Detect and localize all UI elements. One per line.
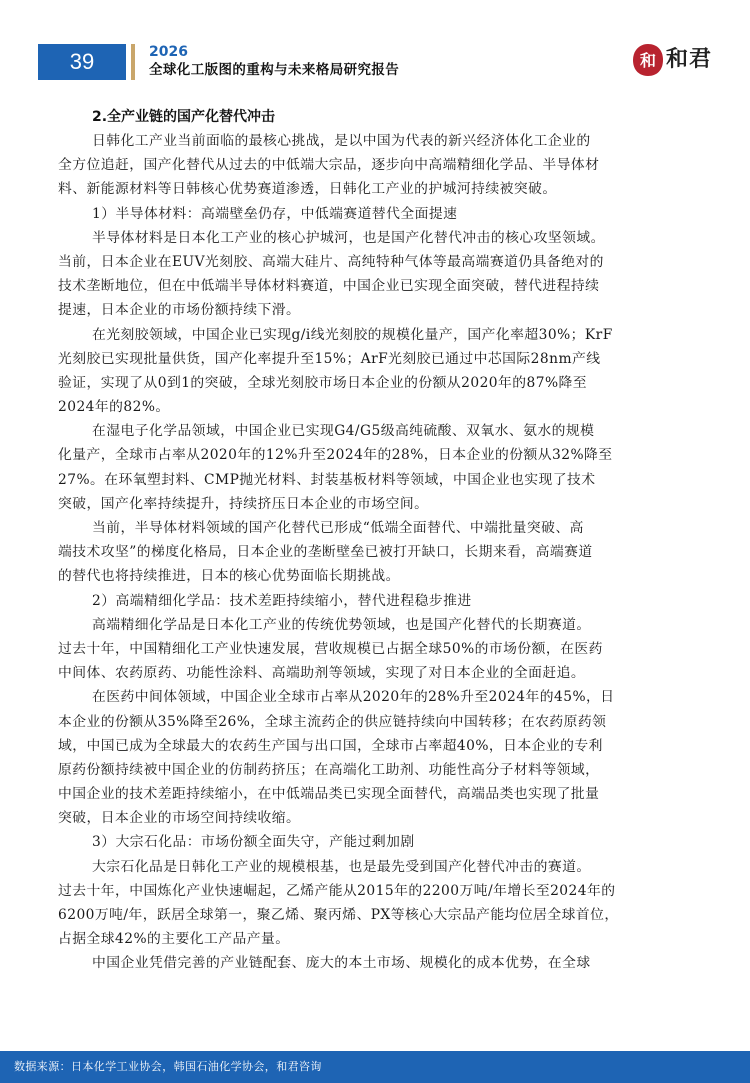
paragraph-photoresist [58,323,696,420]
paragraph-gradient-pattern [58,516,696,589]
text-line: 中国企业的技术差距持续缩小，在中低端品类已实现全面替代，高端品类也实现了批量 [58,786,600,803]
page-number: 39 [38,44,126,80]
article-body [58,105,696,976]
text-line: 全方位追赶，国产化替代从过去的中低端大宗品，逐步向中高端精细化学品、半导体材 [58,157,600,174]
text-line: 料、新能源材料等日韩核心优势赛道渗透，日韩化工产业的护城河持续被突破。 [58,181,557,198]
text-line: 端技术攻坚”的梯度化格局，日本企业的垄断壁垒已被打开缺口，长期来看，高端赛道 [58,544,593,561]
subheading-bulk-petrochemicals: 3）大宗石化品：市场份额全面失守，产能过剩加剧 [92,834,415,851]
text-line: 提速，日本企业的市场份额持续下滑。 [58,302,301,319]
data-source: 数据来源：日本化学工业协会，韩国石油化学协会，和君咨询 [14,1060,322,1073]
text-line: 在光刻胶领域，中国企业已实现g/i线光刻胶的规模化量产，国产化率超30%；KrF [92,326,613,343]
text-line: 光刻胶已实现批量供货，国产化率提升至15%；ArF光刻胶已通过中芯国际28nm产线 [58,350,601,367]
paragraph-bulk-petrochemicals [58,855,696,952]
text-line: 技术垄断地位，但在中低端半导体材料赛道，中国企业已实现全面突破，替代进程持续 [58,278,600,295]
text-line: 高端精细化学品是日本化工产业的传统优势领域，也是国产化替代的长期赛道。 [92,616,591,633]
report-title: 全球化工版图的重构与未来格局研究报告 [149,62,400,78]
text-line: 本企业的份额从35%降至26%，全球主流药企的供应链持续向中国转移；在农药原药领 [58,713,607,730]
seal-char: 和 [639,51,657,70]
text-line: 过去十年，中国炼化产业快速崛起，乙烯产能从2015年的2200万吨/年增长至2024年的 [58,882,616,899]
text-line: 当前，半导体材料领域的国产化替代已形成“低端全面替代、中端批量突破、高 [92,520,584,536]
footer-source-bar [0,1051,750,1083]
subheading-fine-chemicals: 2）高端精细化学品：技术差距持续缩小，替代进程稳步推进 [92,592,472,609]
paragraph-semiconductor [58,226,696,323]
report-year: 2026 [149,44,188,60]
section-heading: 2.全产业链的国产化替代冲击 [92,109,276,125]
text-line: 半导体材料是日本化工产业的核心护城河，也是国产化替代冲击的核心攻坚领域。 [92,229,605,246]
text-line: 突破，国产化率持续提升，持续挤压日本企业的市场空间。 [58,495,429,512]
text-line: 27%。在环氧塑封料、CMP抛光材料、封装基板材料等领域，中国企业也实现了技术 [58,471,596,488]
text-line: 中国企业凭借完善的产业链配套、庞大的本土市场、规模化的成本优势，在全球 [92,955,591,972]
paragraph-chinese-advantage [58,951,696,975]
text-line: 6200万吨/年，跃居全球第一，聚乙烯、聚丙烯、PX等核心大宗品产能均位居全球首位， [58,907,619,923]
text-line: 2024年的82%。 [58,399,170,416]
text-line: 大宗石化品是日韩化工产业的规模根基，也是最先受到国产化替代冲击的赛道。 [92,858,591,875]
paragraph-wet-chemicals [58,419,696,516]
text-line: 原药份额持续被中国企业的仿制药挤压；在高端化工助剂、功能性高分子材料等领域， [58,761,600,778]
text-line: 突破，日本企业的市场空间持续收缩。 [58,810,301,827]
paragraph-pharma-agro [58,685,696,830]
logo-wordmark: 和君 [666,47,713,72]
text-line: 在医药中间体领域，中国企业全球市占率从2020年的28%升至2024年的45%，日 [92,689,615,706]
text-line: 化量产，全球市占率从2020年的12%升至2024年的28%，日本企业的份额从32%降至 [58,447,613,464]
text-line: 当前，日本企业在EUV光刻胶、高端大硅片、高纯特种气体等最高端赛道仍具备绝对的 [58,253,604,270]
seal-icon [630,42,666,78]
paragraph-intro [58,129,696,202]
subheading-semiconductor: 1）半导体材料：高端壁垒仍存，中低端赛道替代全面提速 [92,205,458,222]
text-line: 在湿电子化学品领域，中国企业已实现G4/G5级高纯硫酸、双氧水、氨水的规模 [92,423,595,440]
text-line: 中间体、农药原药、功能性涂料、高端助剂等领域，实现了对日本企业的全面赶追。 [58,665,586,682]
brand-logo [630,40,722,82]
page-header [0,0,750,95]
text-line: 日韩化工产业当前面临的最核心挑战，是以中国为代表的新兴经济体化工企业的 [92,133,591,149]
text-line: 的替代也将持续推进，日本的核心优势面临长期挑战。 [58,568,400,585]
text-line: 域，中国已成为全球最大的农药生产国与出口国，全球市占率超40%，日本企业的专利 [58,737,603,754]
text-line: 占据全球42%的主要化工产品产量。 [58,931,290,948]
paragraph-fine-chemicals [58,613,696,686]
text-line: 验证，实现了从0到1的突破，全球光刻胶市场日本企业的份额从2020年的87%降至 [58,374,588,391]
header-divider [131,44,135,80]
text-line: 过去十年，中国精细化工产业快速发展，营收规模已占据全球50%的市场份额，在医药 [58,640,603,657]
